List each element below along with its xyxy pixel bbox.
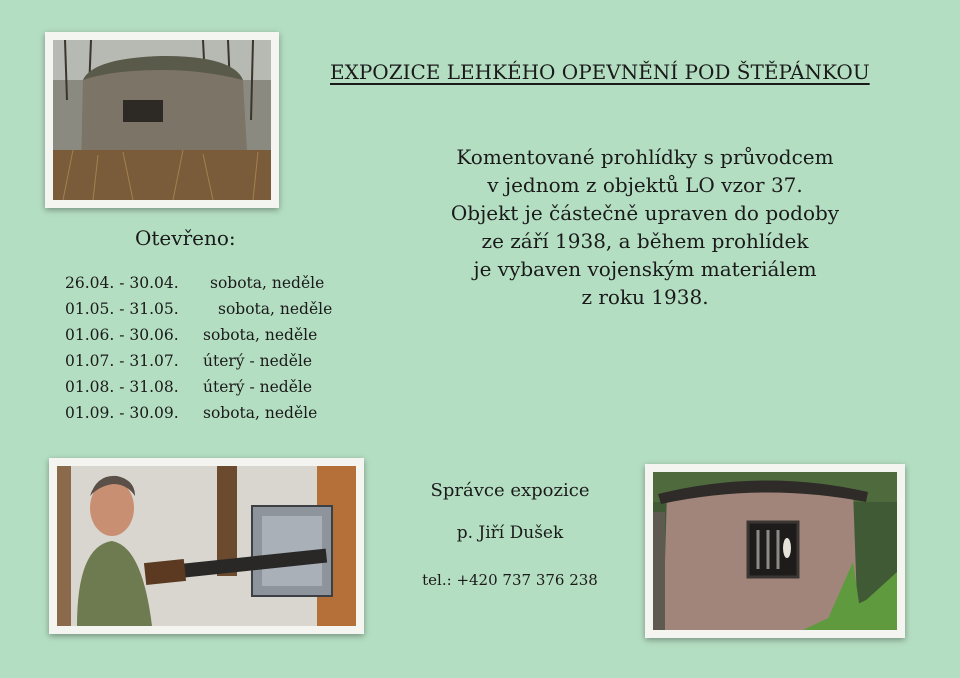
schedule-row [65,400,332,426]
schedule-days: sobota, neděle [203,404,318,422]
schedule-days: sobota, neděle [210,274,325,292]
bunker-photo [45,32,279,208]
description-line: Komentované prohlídky s průvodcem [456,145,834,169]
schedule-dates: 01.05. - 31.05. [65,300,179,318]
man-photo [49,458,364,634]
schedule-dates: 01.08. - 31.08. [65,378,179,396]
opening-heading: Otevřeno: [135,226,236,250]
opening-schedule [65,270,332,426]
schedule-dates: 01.07. - 31.07. [65,352,179,370]
schedule-row [65,374,332,400]
schedule-row [65,348,332,374]
schedule-row [65,322,332,348]
schedule-days: sobota, neděle [218,300,333,318]
schedule-row [65,296,332,322]
manager-label: Správce expozice [430,480,590,501]
description-line: ze září 1938, a během prohlídek [481,229,809,253]
bunker-image [53,40,271,200]
description-line: v jednom z objektů LO vzor 37. [487,173,803,197]
page-title: EXPOZICE LEHKÉHO OPEVNĚNÍ POD ŠTĚPÁNKOU [330,60,870,84]
manager-name: p. Jiří Dušek [456,523,564,543]
schedule-dates: 26.04. - 30.04. [65,274,179,292]
schedule-days: úterý - neděle [203,352,313,370]
loophole-photo [645,464,905,638]
description-line: Objekt je částečně upraven do podoby [450,201,840,225]
schedule-dates: 01.06. - 30.06. [65,326,179,344]
description-line: je vybaven vojenským materiálem [473,257,817,281]
description-line: z roku 1938. [581,285,709,309]
schedule-dates: 01.09. - 30.09. [65,404,179,422]
schedule-row [65,270,332,296]
loophole-image [653,472,897,630]
man-image [57,466,356,626]
schedule-days: sobota, neděle [203,326,318,344]
tour-description [400,143,890,311]
manager-phone: tel.: +420 737 376 238 [422,571,598,589]
schedule-days: úterý - neděle [203,378,313,396]
manager-info [400,480,620,589]
